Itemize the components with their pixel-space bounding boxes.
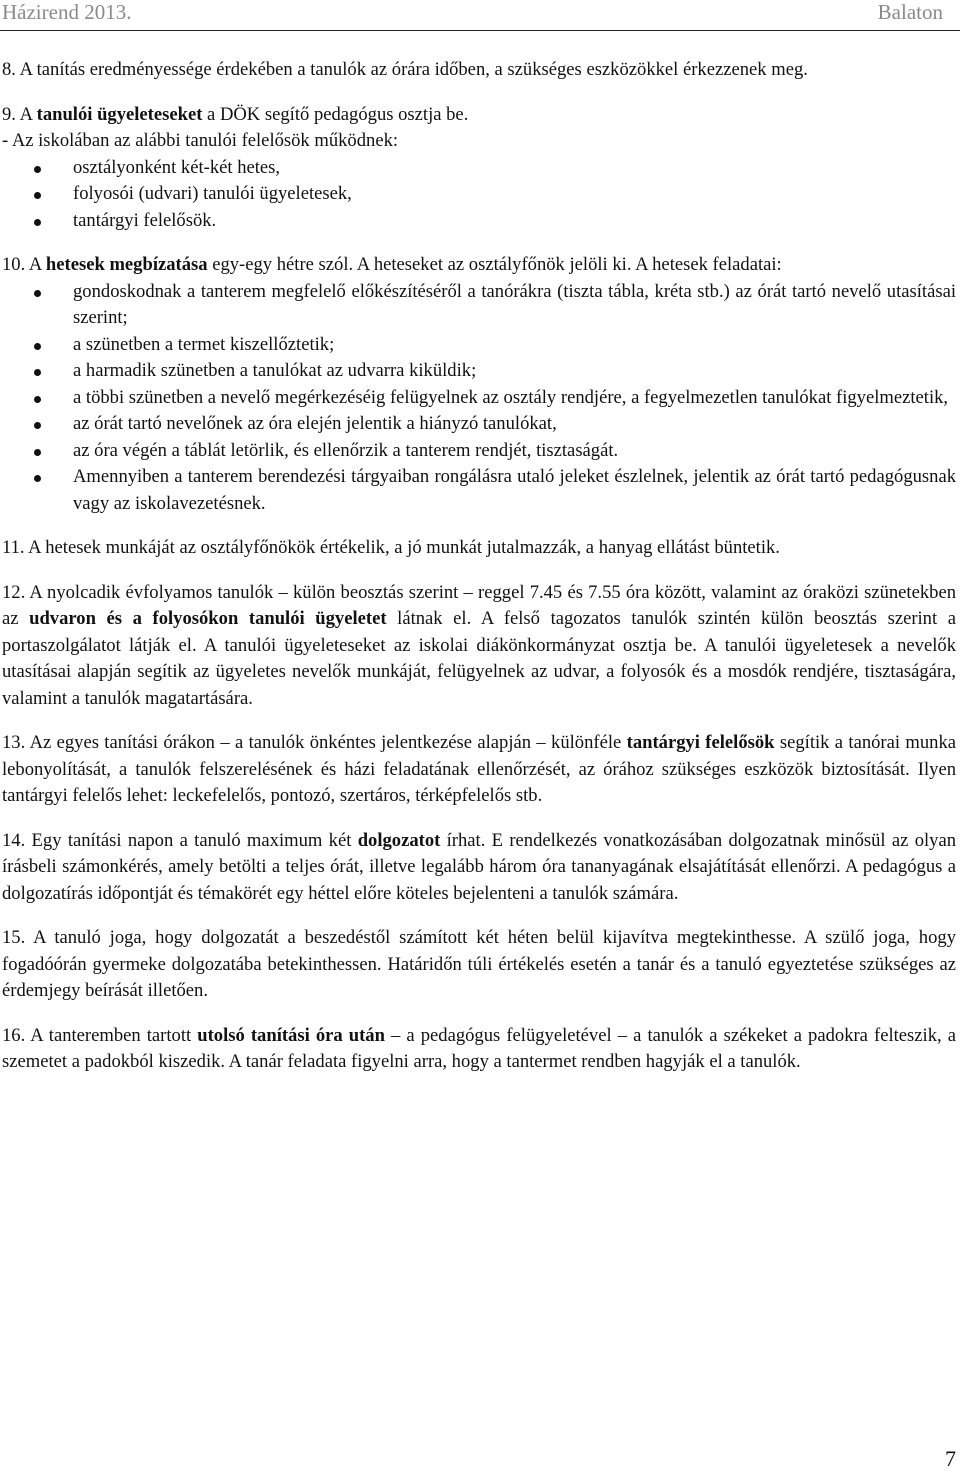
paragraph-15: 15. A tanuló joga, hogy dolgozatát a beszedéstől számított két héten belül kijavítva megtekinthesse. A szülő joga, hogy fogadóórán gyermeke dolgozatába betekinthessen. Határidőn túli értékelés esetén a tanár és a tanuló egyeztetése szükséges az érdemjegy beírását illetően. [2, 927, 956, 1001]
list-item: az órát tartó nevelőnek az óra elején jelentik a hiányzó tanulókat, [2, 411, 956, 438]
list-item: osztályonként két-két hetes, [2, 155, 956, 182]
bullet-icon [34, 343, 41, 350]
bullet-list-felelosok [2, 155, 956, 235]
paragraph-11: 11. A hetesek munkáját az osztályfőnökök értékelik, a jó munkát jutalmazzák, a hanyag ellátást büntetik. [2, 537, 780, 558]
document-body [2, 57, 956, 1094]
list-item: az óra végén a táblát letörlik, és ellenőrzik a tanterem rendjét, tisztaságát. [2, 438, 956, 465]
paragraph-8: 8. A tanítás eredményessége érdekében a tanulók az órára időben, a szükséges eszközökkel érkezzenek meg. [2, 59, 808, 80]
list-item: tantárgyi felelősök. [2, 208, 956, 235]
paragraph-12: 12. A nyolcadik évfolyamos tanulók – külön beosztás szerint – reggel 7.45 és 7.55 óra között, valamint az óraközi szünetekben az udvaron és a folyosókon tanulói ügyeletet látnak el. A felső tagozatos tanulók szintén külön beosztás szerint a portaszolgálatot látják el. A tanulói ügyeleteseket az iskolai diákönkormányzat osztja be. A tanulói ügyeletesek a nevelők utasításai alapján segítik az ügyeletes nevelők munkáját, felügyelnek az udvar, a folyosók és a mosdók rendjére, tisztaságára, valamint a tanulók magatartására. [2, 581, 956, 709]
bullet-icon [34, 192, 41, 199]
paragraph-16: 16. A tanteremben tartott utolsó tanítási óra után – a pedagógus felügyeletével – a tanulók a székeket a padokra felteszik, a szemetet a padokból kiszedik. A tanár feladata figyelni arra, hogy a tantermet rendben hagyják el a tanulók. [2, 1024, 956, 1072]
paragraph-10: 10. A hetesek megbízatása egy-egy hétre szól. A heteseket az osztályfőnök jelöli ki. A hetesek feladatai: [2, 254, 782, 275]
bullet-icon [34, 396, 41, 403]
bullet-icon [34, 369, 41, 376]
list-item: Amennyiben a tanterem berendezési tárgyaiban rongálásra utaló jeleket észlelnek, jelentik az órát tartó pedagógusnak vagy az iskolavezetésnek. [2, 464, 956, 517]
paragraph-13: 13. Az egyes tanítási órákon – a tanulók önkéntes jelentkezése alapján – különféle tantárgyi felelősök segítik a tanórai munka lebonyolítását, a tanulók felszerelésének és házi feladatának ellenőrzését, az órához szükséges eszközök biztosítását. Ilyen tantárgyi felelős lehet: leckefelelős, pontozó, szertáros, térképfelelős stb. [2, 732, 956, 806]
bullet-list-hetesek [2, 279, 956, 518]
bullet-icon [34, 422, 41, 429]
header-location: Balaton [877, 0, 943, 24]
bullet-icon [34, 290, 41, 297]
list-item: a szünetben a termet kiszellőztetik; [2, 332, 956, 359]
page-header [0, 0, 960, 31]
list-item: a többi szünetben a nevelő megérkezéséig felügyelnek az osztály rendjére, a fegyelmezetlen tanulókat figyelmeztetik, [2, 385, 956, 412]
paragraph-9-intro: - Az iskolában az alábbi tanulói felelősök működnek: [2, 130, 399, 151]
list-item: a harmadik szünetben a tanulókat az udvarra kiküldik; [2, 358, 956, 385]
bullet-icon [34, 449, 41, 456]
header-title: Házirend 2013. [2, 0, 132, 24]
bullet-icon [34, 219, 41, 226]
list-item: gondoskodnak a tanterem megfelelő előkészítéséről a tanórákra (tiszta tábla, kréta stb.) az órát tartó nevelő utasításai szerint; [2, 279, 956, 332]
paragraph-9: 9. A tanulói ügyeleteseket a DÖK segítő pedagógus osztja be. [2, 103, 469, 125]
list-item: folyosói (udvari) tanulói ügyeletesek, [2, 181, 956, 208]
bullet-icon [34, 166, 41, 173]
paragraph-14: 14. Egy tanítási napon a tanuló maximum két dolgozatot írhat. E rendelkezés vonatkozásában dolgozatnak minősül az olyan írásbeli számonkérés, amely betölti a teljes órát, illetve legalább három óra tananyagának elsajátítását ellenőrzi. A pedagógus a dolgozatírás időpontját és témakörét egy héttel előre köteles bejelenteni a tanulók számára. [2, 829, 956, 904]
page-number: 7 [945, 1446, 956, 1471]
bullet-icon [34, 475, 41, 482]
